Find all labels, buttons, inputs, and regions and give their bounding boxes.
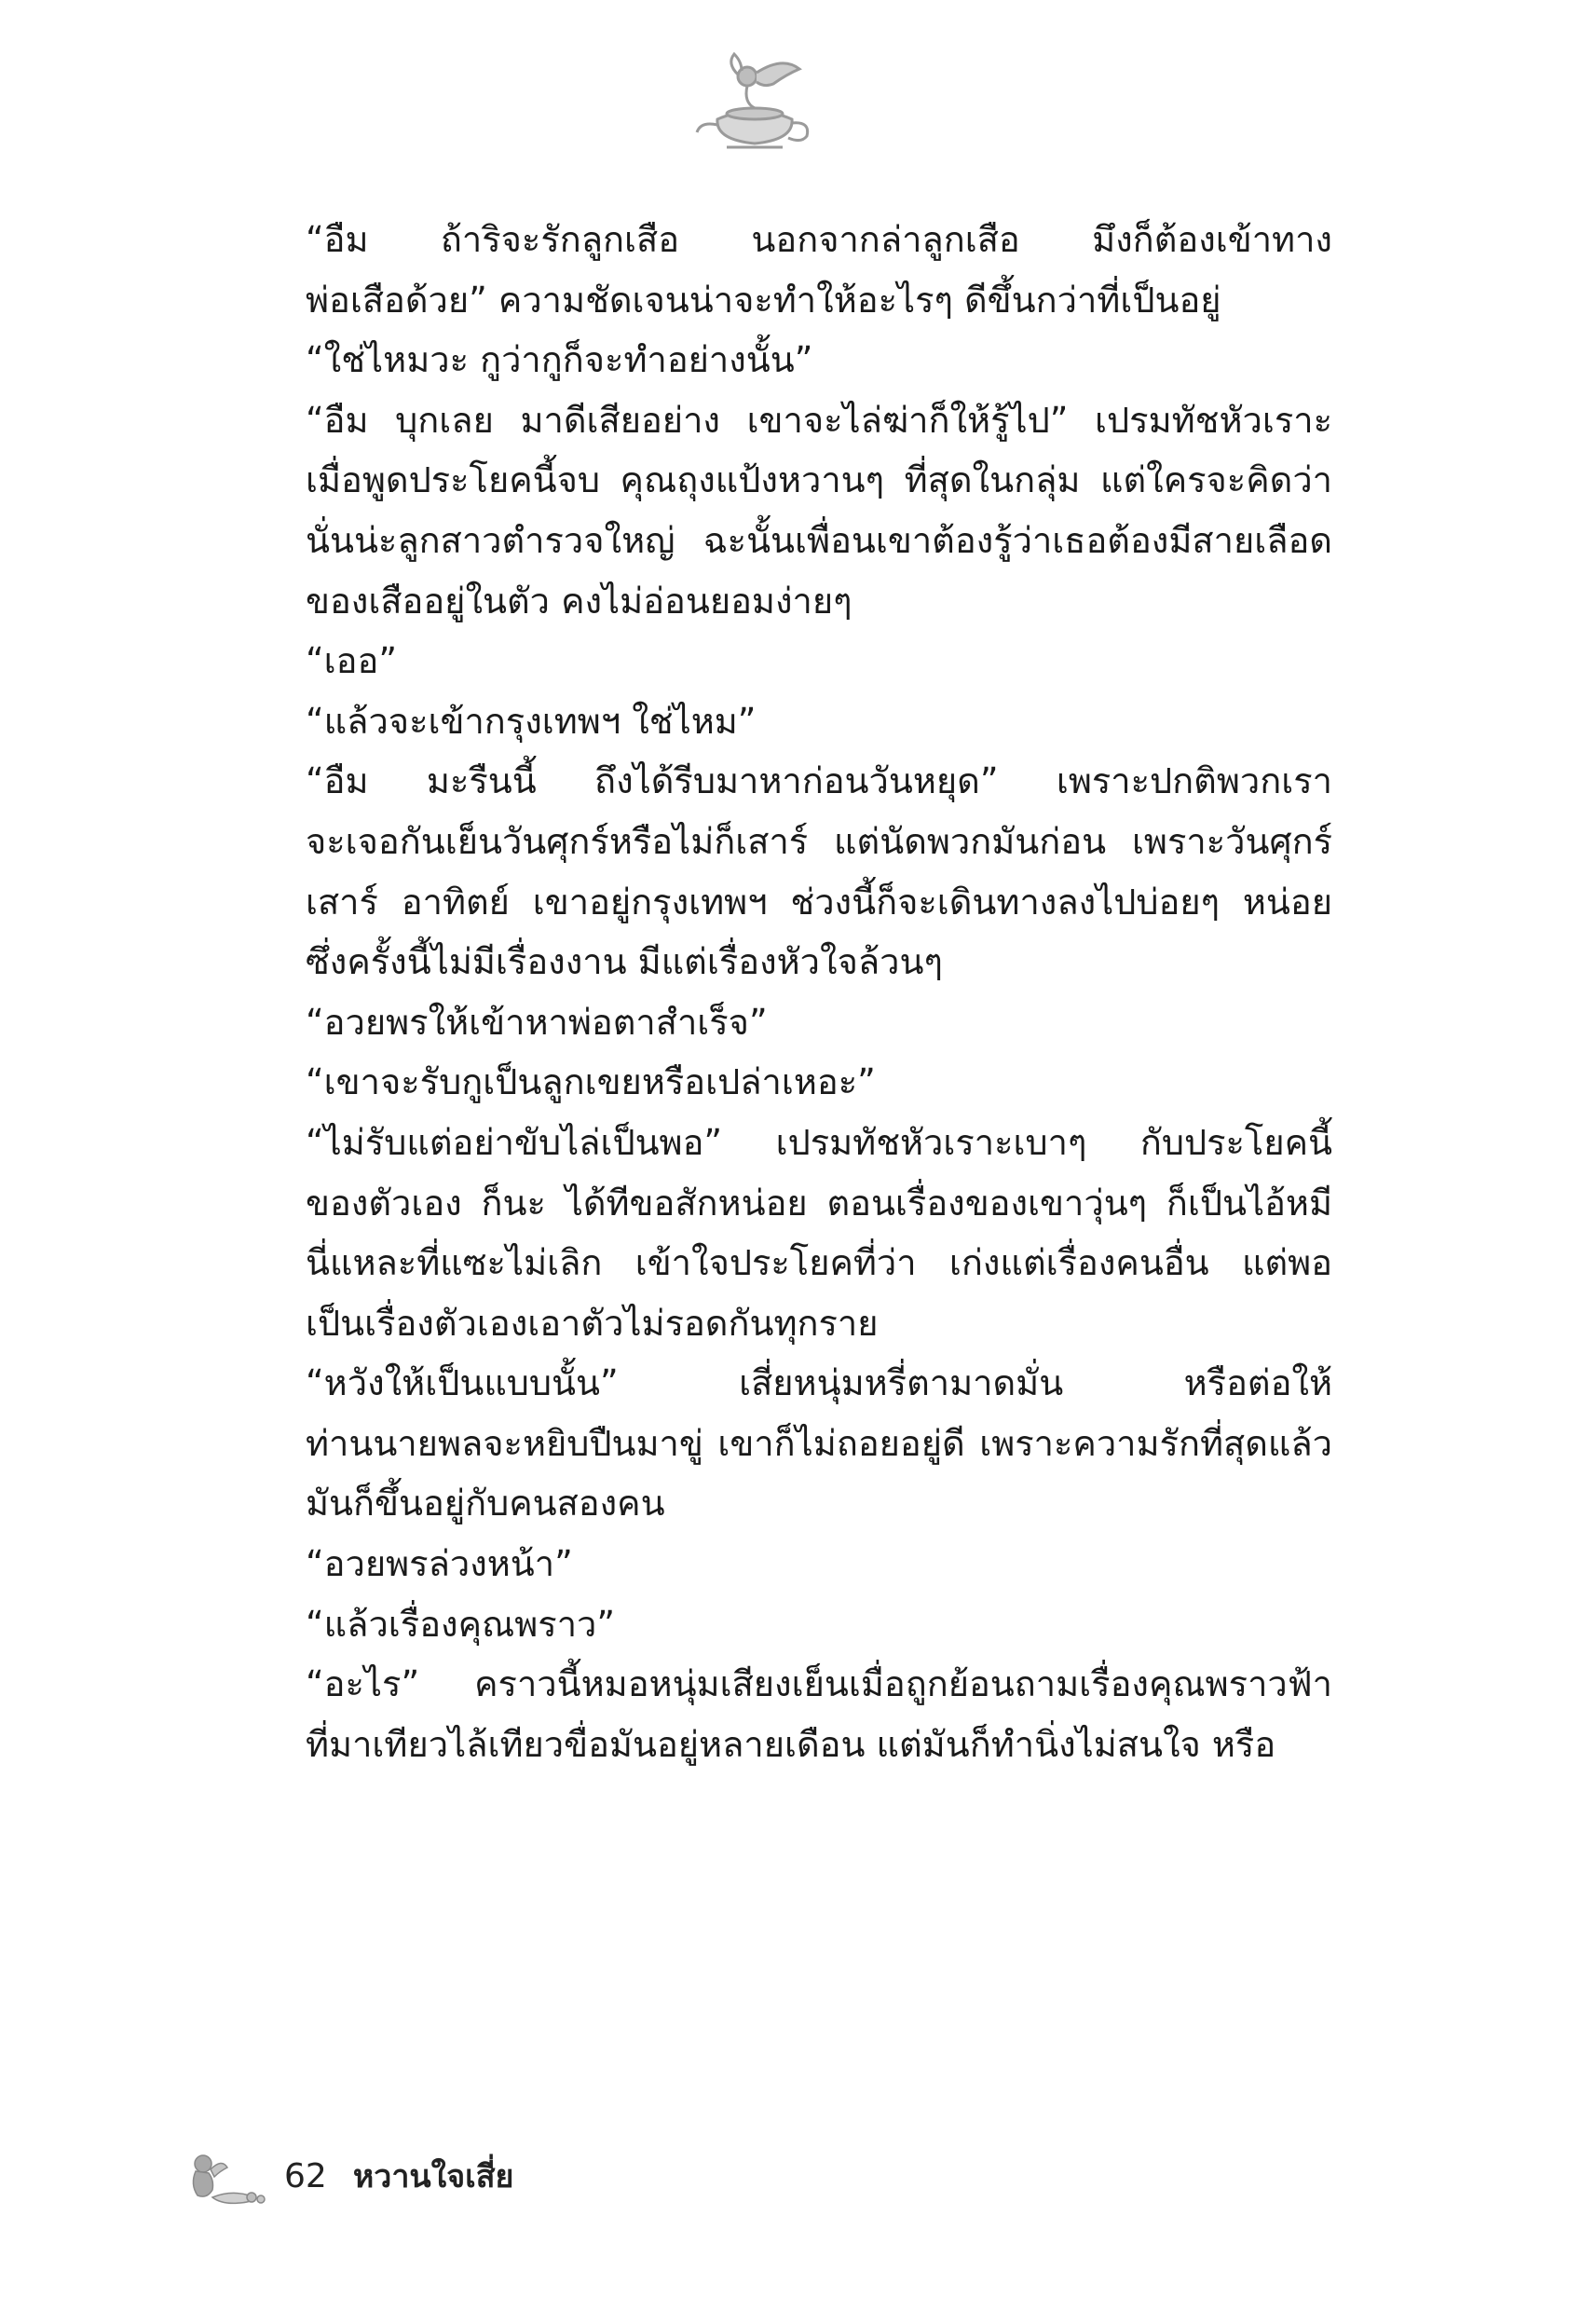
paragraph xyxy=(184,1534,1332,1594)
page-footer xyxy=(184,2143,837,2208)
paragraph xyxy=(184,992,1332,1053)
text-line: “เออ” xyxy=(306,640,398,682)
text-line: ของเสืออยู่ในตัว คงไม่อ่อนยอมง่ายๆ xyxy=(306,580,853,622)
text-line: “ไม่รับแต่อย่าขับไล่เป็นพอ” เปรมทัชหัวเราะเบาๆ กับประโยคนี้ xyxy=(306,1121,1332,1163)
text-line: พ่อเสือด้วย” ความชัดเจนน่าจะทำให้อะไรๆ ดีขึ้นกว่าที่เป็นอยู่ xyxy=(306,279,1221,321)
text-line: “แล้วจะเข้ากรุงเทพฯ ใช่ไหม” xyxy=(306,700,757,742)
text-line: นี่แหละที่แซะไม่เลิก เข้าใจประโยคที่ว่า เก่งแต่เรื่องคนอื่น แต่พอ xyxy=(306,1242,1332,1284)
text-line: จะเจอกันเย็นวันศุกร์หรือไม่ก็เสาร์ แต่นัดพวกมันก่อน เพราะวันศุกร์ xyxy=(306,820,1332,862)
text-line: “ใช่ไหมวะ กูว่ากูก็จะทำอย่างนั้น” xyxy=(306,339,813,381)
story-text xyxy=(184,210,1332,1774)
text-line: ที่มาเทียวไล้เทียวขื่อมันอยู่หลายเดือน แต่มันก็ทำนิ่งไม่สนใจ หรือ xyxy=(306,1723,1276,1765)
text-line: เสาร์ อาทิตย์ เขาอยู่กรุงเทพฯ ช่วงนี้ก็จะเดินทางลงไปบ่อยๆ หน่อย xyxy=(306,881,1332,923)
text-line: เมื่อพูดประโยคนี้จบ คุณถุงแป้งหวานๆ ที่สุดในกลุ่ม แต่ใครจะคิดว่า xyxy=(306,459,1332,501)
text-line: “เขาจะรับกูเป็นลูกเขยหรือเปล่าเหอะ” xyxy=(306,1061,876,1103)
text-line: เป็นเรื่องตัวเองเอาตัวไม่รอดกันทุกราย xyxy=(306,1302,879,1344)
page-number: 62 xyxy=(284,2156,327,2195)
paragraph xyxy=(184,1052,1332,1113)
paragraph xyxy=(184,1594,1332,1655)
text-line: “อะไร” คราวนี้หมอหนุ่มเสียงเย็นเมื่อถูกย้อนถามเรื่องคุณพราวฟ้า xyxy=(306,1663,1332,1705)
text-line: นั่นน่ะลูกสาวตำรวจใหญ่ ฉะนั้นเพื่อนเขาต้องรู้ว่าเธอต้องมีสายเลือด xyxy=(306,519,1332,561)
text-line: “อืม ถ้าริจะรักลูกเสือ นอกจากล่าลูกเสือ มึงก็ต้องเข้าทาง xyxy=(306,219,1332,260)
paragraph xyxy=(184,631,1332,691)
paragraph xyxy=(184,330,1332,390)
cupid-teapot-ornament-icon xyxy=(689,47,820,158)
paragraph xyxy=(184,1353,1332,1534)
text-line: ซึ่งครั้งนี้ไม่มีเรื่องงาน มีแต่เรื่องหัวใจล้วนๆ xyxy=(306,941,943,983)
text-line: ของตัวเอง ก็นะ ได้ทีขอสักหน่อย ตอนเรื่องของเขาวุ่นๆ ก็เป็นไอ้หมี xyxy=(306,1182,1332,1224)
text-line: “อวยพรล่วงหน้า” xyxy=(306,1543,573,1585)
text-line: ท่านนายพลจะหยิบปืนมาขู่ เขาก็ไม่ถอยอยู่ดี เพราะความรักที่สุดแล้ว xyxy=(306,1422,1332,1464)
paragraph xyxy=(184,751,1332,991)
paragraph xyxy=(184,691,1332,752)
text-line: “อืม มะรืนนี้ ถึงได้รีบมาหาก่อนวันหยุด” เพราะปกติพวกเรา xyxy=(306,760,1332,802)
paragraph xyxy=(184,1113,1332,1353)
text-line: “อวยพรให้เข้าหาพ่อตาสำเร็จ” xyxy=(306,1001,768,1043)
book-title: หวานใจเสี่ย xyxy=(352,2158,514,2195)
text-line: “หวังให้เป็นแบบนั้น” เสี่ยหนุ่มหรี่ตามาดมั่น หรือต่อให้ xyxy=(306,1362,1332,1404)
text-line: “แล้วเรื่องคุณพราว” xyxy=(306,1603,616,1645)
text-line: “อืม บุกเลย มาดีเสียอย่าง เขาจะไล่ฆ่าก็ให้รู้ไป” เปรมทัชหัวเราะ xyxy=(306,399,1332,441)
text-line: มันก็ขึ้นอยู่กับคนสองคน xyxy=(306,1483,665,1525)
cherub-ornament-icon xyxy=(184,2143,273,2208)
paragraph xyxy=(184,390,1332,631)
paragraph xyxy=(184,210,1332,330)
paragraph xyxy=(184,1654,1332,1774)
